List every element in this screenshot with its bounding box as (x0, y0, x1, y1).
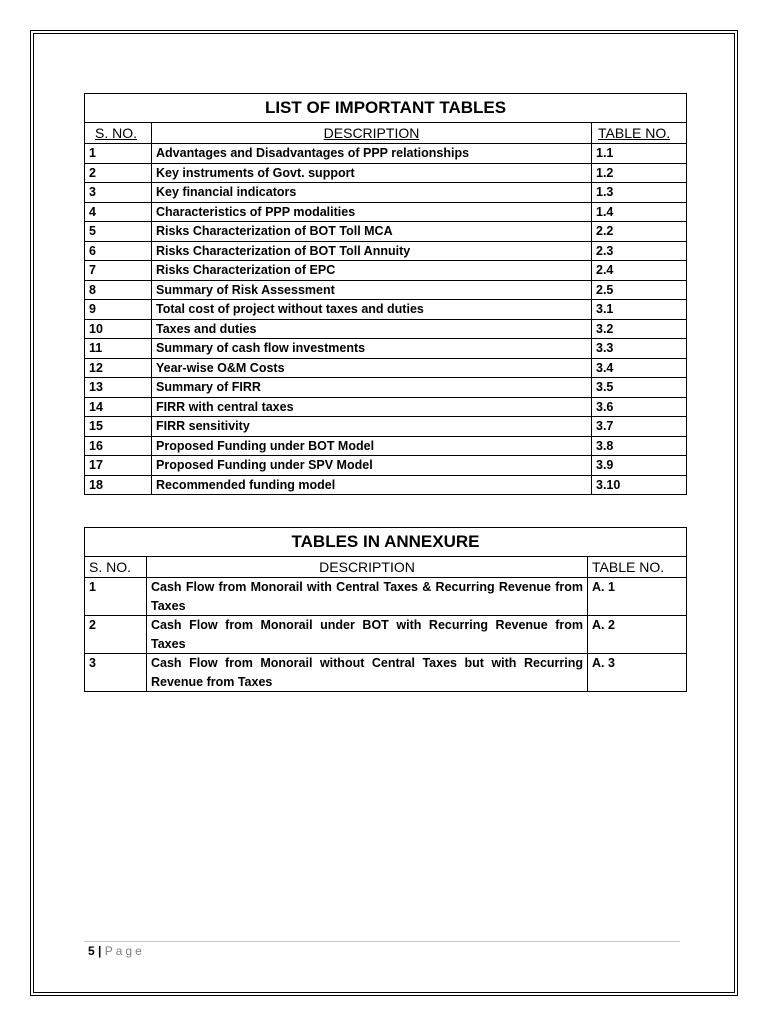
row-description: Risks Characterization of EPC (152, 261, 592, 281)
table-row (85, 654, 687, 692)
row-table-no: 2.2 (592, 222, 687, 242)
row-description: Cash Flow from Monorail with Central Taxes & Recurring Revenue from Taxes (147, 578, 588, 616)
row-sno: 4 (85, 202, 152, 222)
table-title-row (85, 94, 687, 123)
header-sno: S. NO. (85, 557, 147, 578)
row-description: Taxes and duties (152, 319, 592, 339)
row-table-no: A. 2 (588, 616, 687, 654)
row-description: Recommended funding model (152, 475, 592, 495)
row-sno: 10 (85, 319, 152, 339)
row-description: Cash Flow from Monorail under BOT with Recurring Revenue from Taxes (147, 616, 588, 654)
row-table-no: 3.2 (592, 319, 687, 339)
row-description: FIRR sensitivity (152, 417, 592, 437)
row-description: Cash Flow from Monorail without Central Taxes but with Recurring Revenue from Taxes (147, 654, 588, 692)
row-sno: 2 (85, 163, 152, 183)
row-table-no: 3.10 (592, 475, 687, 495)
row-description: Summary of FIRR (152, 378, 592, 398)
header-table-no (592, 123, 687, 144)
row-sno: 17 (85, 456, 152, 476)
row-sno: 2 (85, 616, 147, 654)
page-label: Page (104, 944, 145, 958)
row-sno: 13 (85, 378, 152, 398)
row-sno: 7 (85, 261, 152, 281)
table-title-row (85, 528, 687, 557)
table-row (85, 183, 687, 203)
row-table-no: 2.4 (592, 261, 687, 281)
header-table-no: TABLE NO. (588, 557, 687, 578)
header-description (152, 123, 592, 144)
page-number: 5 (88, 944, 95, 958)
row-sno: 11 (85, 339, 152, 359)
table-row (85, 222, 687, 242)
table-row (85, 300, 687, 320)
row-sno: 5 (85, 222, 152, 242)
header-sno (85, 123, 152, 144)
row-sno: 16 (85, 436, 152, 456)
footer-rule (84, 941, 680, 942)
list-of-important-tables (84, 93, 687, 495)
table-row (85, 358, 687, 378)
row-sno: 12 (85, 358, 152, 378)
table-row (85, 202, 687, 222)
row-description: Key financial indicators (152, 183, 592, 203)
table-row (85, 578, 687, 616)
table-row (85, 378, 687, 398)
table-row (85, 397, 687, 417)
table-row (85, 436, 687, 456)
row-description: Summary of Risk Assessment (152, 280, 592, 300)
tables-in-annexure (84, 527, 687, 692)
row-sno: 14 (85, 397, 152, 417)
header-description-text: DESCRIPTION (323, 125, 420, 141)
row-table-no: 1.3 (592, 183, 687, 203)
row-description: Risks Characterization of BOT Toll MCA (152, 222, 592, 242)
row-sno: 8 (85, 280, 152, 300)
row-sno: 3 (85, 654, 147, 692)
row-table-no: 2.3 (592, 241, 687, 261)
row-description: Key instruments of Govt. support (152, 163, 592, 183)
table-header-row (85, 123, 687, 144)
row-sno: 18 (85, 475, 152, 495)
table-row (85, 144, 687, 164)
row-sno: 9 (85, 300, 152, 320)
table-row (85, 261, 687, 281)
footer-separator: | (98, 944, 102, 958)
page-footer (88, 943, 145, 959)
row-sno: 6 (85, 241, 152, 261)
row-description: Advantages and Disadvantages of PPP relationships (152, 144, 592, 164)
row-description: Proposed Funding under BOT Model (152, 436, 592, 456)
row-sno: 1 (85, 144, 152, 164)
table-row (85, 241, 687, 261)
table-row (85, 163, 687, 183)
row-table-no: 3.5 (592, 378, 687, 398)
table-header-row (85, 557, 687, 578)
row-table-no: 1.2 (592, 163, 687, 183)
row-sno: 3 (85, 183, 152, 203)
row-table-no: 3.3 (592, 339, 687, 359)
row-description: Year-wise O&M Costs (152, 358, 592, 378)
header-table-no-text: TABLE NO. (598, 125, 671, 141)
row-table-no: A. 3 (588, 654, 687, 692)
table-row (85, 319, 687, 339)
row-table-no: 3.4 (592, 358, 687, 378)
table-row (85, 280, 687, 300)
row-sno: 15 (85, 417, 152, 437)
row-description: Proposed Funding under SPV Model (152, 456, 592, 476)
header-sno-text: S. NO. (95, 125, 138, 141)
table-row (85, 456, 687, 476)
row-description: Total cost of project without taxes and duties (152, 300, 592, 320)
row-table-no: 1.4 (592, 202, 687, 222)
table-row (85, 339, 687, 359)
row-table-no: 3.1 (592, 300, 687, 320)
table-row (85, 475, 687, 495)
row-description: Risks Characterization of BOT Toll Annuity (152, 241, 592, 261)
row-table-no: A. 1 (588, 578, 687, 616)
row-table-no: 1.1 (592, 144, 687, 164)
row-description: Characteristics of PPP modalities (152, 202, 592, 222)
row-table-no: 3.8 (592, 436, 687, 456)
table-title: TABLES IN ANNEXURE (85, 528, 687, 557)
table-title: LIST OF IMPORTANT TABLES (85, 94, 687, 123)
header-description: DESCRIPTION (147, 557, 588, 578)
row-sno: 1 (85, 578, 147, 616)
table-row (85, 417, 687, 437)
row-table-no: 2.5 (592, 280, 687, 300)
row-description: FIRR with central taxes (152, 397, 592, 417)
row-description: Summary of cash flow investments (152, 339, 592, 359)
row-table-no: 3.9 (592, 456, 687, 476)
row-table-no: 3.6 (592, 397, 687, 417)
row-table-no: 3.7 (592, 417, 687, 437)
table-row (85, 616, 687, 654)
